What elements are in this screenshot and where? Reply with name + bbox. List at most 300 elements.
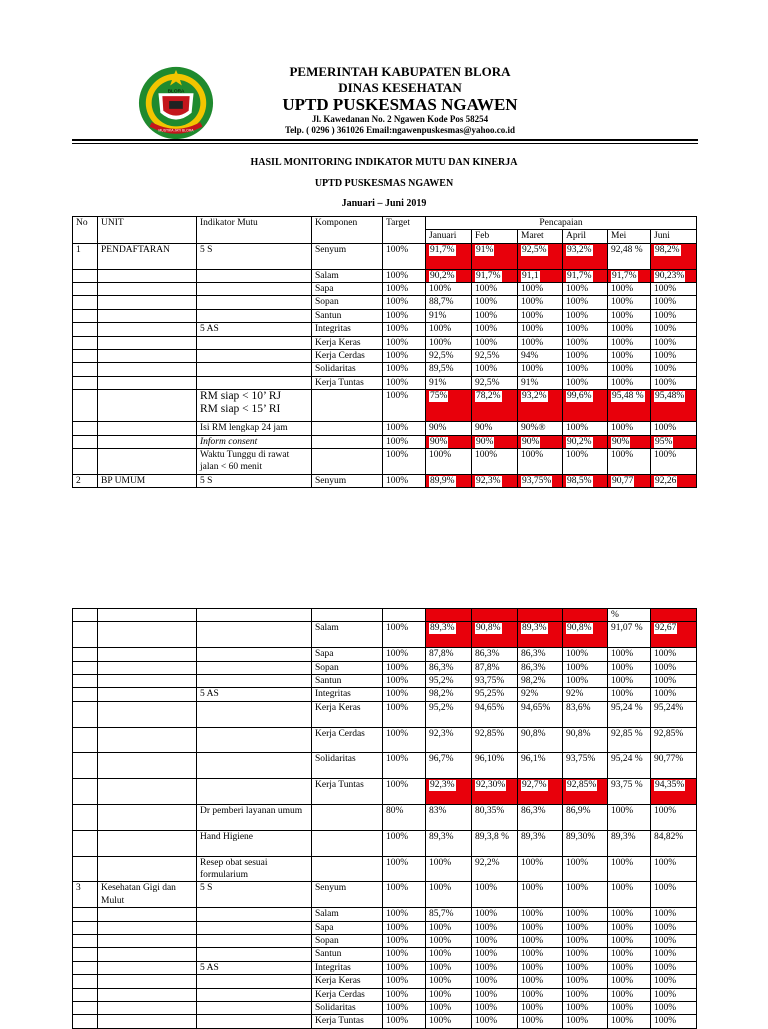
cell-indikator xyxy=(197,935,312,948)
cell-pencapaian: 90,8% xyxy=(518,727,563,753)
cell-pencapaian xyxy=(518,609,563,622)
cell-pencapaian: 100% xyxy=(608,283,651,296)
cell-pencapaian: 100% xyxy=(563,856,608,882)
cell-target: 100% xyxy=(383,988,426,1001)
cell-indikator xyxy=(197,948,312,961)
cell-pencapaian: 100% xyxy=(651,805,697,831)
highlighted-value: 91% xyxy=(476,244,494,255)
cell-pencapaian: 100% xyxy=(608,805,651,831)
cell-komponen: Senyum xyxy=(312,243,383,269)
cell-pencapaian xyxy=(563,609,608,622)
cell-pencapaian: 92,85 % xyxy=(608,727,651,753)
cell-target: 100% xyxy=(383,727,426,753)
header-month: April xyxy=(563,230,608,243)
cell-pencapaian: 100% xyxy=(518,856,563,882)
cell-pencapaian: 100% xyxy=(472,882,518,908)
cell-unit xyxy=(98,779,197,805)
cell-pencapaian: 100% xyxy=(651,422,697,435)
cell-no xyxy=(73,269,98,282)
cell-pencapaian: 100% xyxy=(563,350,608,363)
cell-no: 2 xyxy=(73,474,98,487)
cell-pencapaian: 90%® xyxy=(518,422,563,435)
highlighted-value: 91,1 xyxy=(522,270,539,281)
cell-pencapaian: 100% xyxy=(608,948,651,961)
cell-no xyxy=(73,727,98,753)
cell-target: 100% xyxy=(383,283,426,296)
cell-pencapaian: 93,75% xyxy=(563,753,608,779)
cell-pencapaian: 100% xyxy=(563,422,608,435)
highlighted-value: 94,35% xyxy=(655,780,685,791)
cell-pencapaian: 100% xyxy=(563,648,608,661)
highlighted-value: 78,2% xyxy=(476,391,501,402)
cell-pencapaian: 100% xyxy=(563,376,608,389)
cell-pencapaian: 100% xyxy=(608,908,651,921)
cell-target: 100% xyxy=(383,779,426,805)
cell-pencapaian xyxy=(426,779,472,805)
cell-pencapaian: 100% xyxy=(518,283,563,296)
highlighted-value: 91,7% xyxy=(430,244,455,255)
cell-pencapaian: 98,2% xyxy=(426,688,472,701)
cell-target: 100% xyxy=(383,688,426,701)
cell-unit xyxy=(98,1015,197,1028)
table-row xyxy=(73,648,697,661)
cell-pencapaian: 100% xyxy=(518,363,563,376)
cell-pencapaian xyxy=(426,390,472,422)
cell-no xyxy=(73,753,98,779)
cell-pencapaian: 89,3% xyxy=(608,830,651,856)
cell-pencapaian: 100% xyxy=(518,988,563,1001)
cell-no: 1 xyxy=(73,243,98,269)
cell-komponen: Kerja Keras xyxy=(312,336,383,349)
cell-no xyxy=(73,390,98,422)
cell-pencapaian: 87,8% xyxy=(472,661,518,674)
cell-pencapaian: 100% xyxy=(651,648,697,661)
cell-pencapaian: 86,3% xyxy=(426,661,472,674)
cell-komponen: Salam xyxy=(312,622,383,648)
cell-pencapaian xyxy=(518,390,563,422)
cell-unit xyxy=(98,688,197,701)
cell-indikator xyxy=(197,1002,312,1015)
cell-pencapaian: 95,24 % xyxy=(608,701,651,727)
cell-target: 100% xyxy=(383,882,426,908)
highlighted-value: 92,5% xyxy=(522,244,547,255)
highlighted-value: 92,85% xyxy=(567,780,597,791)
cell-komponen: Kerja Tuntas xyxy=(312,779,383,805)
cell-komponen: Kerja Keras xyxy=(312,701,383,727)
cell-no xyxy=(73,376,98,389)
cell-unit xyxy=(98,422,197,435)
cell-pencapaian xyxy=(608,435,651,448)
table-row xyxy=(73,961,697,974)
cell-unit xyxy=(98,435,197,448)
cell-komponen: Senyum xyxy=(312,882,383,908)
cell-unit xyxy=(98,648,197,661)
cell-indikator xyxy=(197,661,312,674)
blora-regency-logo xyxy=(137,64,215,142)
cell-komponen: Kerja Keras xyxy=(312,975,383,988)
cell-indikator xyxy=(197,336,312,349)
cell-pencapaian xyxy=(426,243,472,269)
cell-indikator: 5 AS xyxy=(197,323,312,336)
cell-pencapaian: 100% xyxy=(518,935,563,948)
cell-pencapaian: 94,65% xyxy=(518,701,563,727)
cell-pencapaian: 91,07 % xyxy=(608,622,651,648)
cell-komponen: Kerja Tuntas xyxy=(312,1015,383,1028)
cell-indikator xyxy=(197,609,312,622)
cell-no xyxy=(73,908,98,921)
table-row xyxy=(73,243,697,269)
cell-pencapaian: 100% xyxy=(472,283,518,296)
cell-pencapaian: 100% xyxy=(608,422,651,435)
cell-pencapaian: 100% xyxy=(472,296,518,309)
highlighted-value: 92,7% xyxy=(522,780,547,791)
cell-unit xyxy=(98,856,197,882)
table-row xyxy=(73,1015,697,1028)
cell-pencapaian: 100% xyxy=(563,908,608,921)
cell-pencapaian: 83,6% xyxy=(563,701,608,727)
cell-komponen: Solidaritas xyxy=(312,1002,383,1015)
cell-pencapaian: 88,7% xyxy=(426,296,472,309)
cell-pencapaian: 100% xyxy=(472,449,518,475)
cell-pencapaian: 100% xyxy=(426,449,472,475)
table-row xyxy=(73,390,697,422)
cell-pencapaian: 100% xyxy=(518,336,563,349)
cell-pencapaian: 100% xyxy=(518,309,563,322)
cell-pencapaian: 100% xyxy=(472,935,518,948)
cell-unit xyxy=(98,921,197,934)
cell-no xyxy=(73,363,98,376)
cell-pencapaian: 86,3% xyxy=(518,661,563,674)
cell-pencapaian: 100% xyxy=(608,449,651,475)
cell-target: 100% xyxy=(383,449,426,475)
cell-komponen: Kerja Cerdas xyxy=(312,988,383,1001)
cell-pencapaian xyxy=(563,390,608,422)
cell-pencapaian xyxy=(518,269,563,282)
cell-pencapaian: 96,7% xyxy=(426,753,472,779)
table-row xyxy=(73,935,697,948)
cell-no xyxy=(73,830,98,856)
highlighted-value: 92,26 xyxy=(655,475,677,486)
cell-pencapaian: 92,85% xyxy=(651,727,697,753)
cell-target: 100% xyxy=(383,701,426,727)
cell-pencapaian xyxy=(426,622,472,648)
cell-pencapaian: % xyxy=(608,609,651,622)
highlighted-value: 90,8% xyxy=(567,623,592,634)
cell-komponen: Kerja Cerdas xyxy=(312,350,383,363)
table-row xyxy=(73,474,697,487)
cell-indikator xyxy=(197,753,312,779)
cell-unit xyxy=(98,935,197,948)
cell-pencapaian xyxy=(651,269,697,282)
cell-no xyxy=(73,336,98,349)
cell-pencapaian: 100% xyxy=(472,988,518,1001)
cell-pencapaian: 100% xyxy=(518,948,563,961)
cell-target: 100% xyxy=(383,309,426,322)
cell-pencapaian xyxy=(563,243,608,269)
cell-target: 100% xyxy=(383,948,426,961)
cell-pencapaian: 95,2% xyxy=(426,675,472,688)
cell-pencapaian: 100% xyxy=(518,1002,563,1015)
cell-unit xyxy=(98,988,197,1001)
cell-pencapaian: 100% xyxy=(651,856,697,882)
highlighted-value: 89,9% xyxy=(430,475,455,486)
highlighted-value: 90% xyxy=(522,436,540,447)
cell-indikator: 5 AS xyxy=(197,961,312,974)
cell-unit xyxy=(98,727,197,753)
cell-pencapaian xyxy=(651,243,697,269)
cell-pencapaian: 100% xyxy=(651,975,697,988)
cell-pencapaian: 100% xyxy=(426,935,472,948)
cell-pencapaian: 100% xyxy=(426,975,472,988)
cell-pencapaian: 89,3% xyxy=(426,830,472,856)
cell-pencapaian: 100% xyxy=(472,323,518,336)
letterhead-address: Jl. Kawedanan No. 2 Ngawen Kode Pos 58254 xyxy=(311,114,489,124)
cell-pencapaian: 100% xyxy=(608,961,651,974)
highlighted-value: 99,6% xyxy=(567,391,592,402)
cell-pencapaian: 90,8% xyxy=(563,727,608,753)
cell-no xyxy=(73,856,98,882)
highlighted-value: 90% xyxy=(612,436,630,447)
cell-pencapaian: 100% xyxy=(518,882,563,908)
cell-pencapaian: 85,7% xyxy=(426,908,472,921)
cell-pencapaian xyxy=(651,609,697,622)
cell-pencapaian: 95,24 % xyxy=(608,753,651,779)
cell-pencapaian: 100% xyxy=(651,1015,697,1028)
table-row xyxy=(73,449,697,475)
cell-komponen xyxy=(312,805,383,831)
cell-pencapaian: 100% xyxy=(651,336,697,349)
cell-indikator: 5 AS xyxy=(197,688,312,701)
cell-indikator xyxy=(197,283,312,296)
cell-unit xyxy=(98,830,197,856)
cell-pencapaian: 92,48 % xyxy=(608,243,651,269)
cell-pencapaian xyxy=(608,474,651,487)
cell-no xyxy=(73,701,98,727)
cell-unit xyxy=(98,609,197,622)
highlighted-value: 92,30% xyxy=(476,780,506,791)
cell-no xyxy=(73,435,98,448)
cell-pencapaian xyxy=(518,435,563,448)
cell-pencapaian: 100% xyxy=(608,376,651,389)
cell-target: 100% xyxy=(383,376,426,389)
cell-pencapaian: 100% xyxy=(472,908,518,921)
cell-komponen: Salam xyxy=(312,908,383,921)
cell-pencapaian: 100% xyxy=(608,882,651,908)
cell-indikator xyxy=(197,675,312,688)
cell-komponen xyxy=(312,856,383,882)
cell-pencapaian: 86,3% xyxy=(518,805,563,831)
cell-komponen: Integritas xyxy=(312,688,383,701)
cell-no xyxy=(73,422,98,435)
cell-pencapaian: 100% xyxy=(608,1002,651,1015)
cell-pencapaian: 100% xyxy=(426,1002,472,1015)
cell-pencapaian xyxy=(472,390,518,422)
letterhead-contact: Telp. ( 0296 ) 361026 Email:ngawenpuskesmas@yahoo.co.id xyxy=(284,125,516,135)
highlighted-value: 91,7% xyxy=(612,270,637,281)
cell-pencapaian: 100% xyxy=(608,988,651,1001)
highlighted-value: 98,2% xyxy=(655,244,680,255)
cell-pencapaian xyxy=(518,474,563,487)
cell-pencapaian: 100% xyxy=(426,1015,472,1028)
cell-pencapaian xyxy=(472,779,518,805)
cell-no xyxy=(73,309,98,322)
highlighted-value: 90,2% xyxy=(567,436,592,447)
highlighted-value: 95,48 % xyxy=(612,391,644,402)
cell-unit xyxy=(98,805,197,831)
cell-no xyxy=(73,675,98,688)
cell-no xyxy=(73,609,98,622)
header-month: Maret xyxy=(518,230,563,243)
document-period: Januari – Juni 2019 xyxy=(341,198,427,209)
cell-komponen: Solidaritas xyxy=(312,363,383,376)
cell-target: 80% xyxy=(383,805,426,831)
cell-pencapaian: 100% xyxy=(608,309,651,322)
cell-pencapaian: 100% xyxy=(426,921,472,934)
cell-indikator: 5 S xyxy=(197,243,312,269)
cell-unit: BP UMUM xyxy=(98,474,197,487)
cell-indikator xyxy=(197,363,312,376)
cell-pencapaian: 100% xyxy=(608,1015,651,1028)
cell-pencapaian: 90% xyxy=(472,422,518,435)
cell-komponen: Sopan xyxy=(312,935,383,948)
cell-target: 100% xyxy=(383,435,426,448)
cell-pencapaian: 100% xyxy=(563,363,608,376)
cell-komponen: Sopan xyxy=(312,661,383,674)
cell-pencapaian: 100% xyxy=(651,309,697,322)
cell-pencapaian: 100% xyxy=(518,961,563,974)
cell-pencapaian xyxy=(426,435,472,448)
table-row xyxy=(73,376,697,389)
header-month: Mei xyxy=(608,230,651,243)
cell-pencapaian xyxy=(472,243,518,269)
cell-no xyxy=(73,688,98,701)
cell-pencapaian: 100% xyxy=(563,1015,608,1028)
cell-unit xyxy=(98,675,197,688)
table-row xyxy=(73,830,697,856)
header-unit: UNIT xyxy=(98,217,197,244)
cell-no: 3 xyxy=(73,882,98,908)
cell-no xyxy=(73,975,98,988)
cell-pencapaian: 100% xyxy=(651,376,697,389)
cell-pencapaian: 100% xyxy=(563,1002,608,1015)
table-row xyxy=(73,921,697,934)
cell-pencapaian: 100% xyxy=(472,363,518,376)
cell-target: 100% xyxy=(383,350,426,363)
cell-no xyxy=(73,283,98,296)
cell-pencapaian xyxy=(563,779,608,805)
cell-pencapaian: 92,85% xyxy=(472,727,518,753)
cell-indikator xyxy=(197,975,312,988)
table-row xyxy=(73,350,697,363)
cell-indikator xyxy=(197,701,312,727)
cell-pencapaian: 100% xyxy=(651,948,697,961)
cell-no xyxy=(73,948,98,961)
letterhead-divider xyxy=(72,139,698,141)
cell-pencapaian: 100% xyxy=(563,296,608,309)
cell-target: 100% xyxy=(383,243,426,269)
cell-komponen xyxy=(312,390,383,422)
highlighted-value: 90,8% xyxy=(476,623,501,634)
logo-motto: MUSTIKA JATI BLORA xyxy=(158,128,194,133)
table-row xyxy=(73,675,697,688)
cell-pencapaian xyxy=(426,609,472,622)
cell-target xyxy=(383,609,426,622)
cell-no xyxy=(73,622,98,648)
cell-indikator xyxy=(197,1015,312,1028)
cell-unit xyxy=(98,336,197,349)
cell-pencapaian: 90% xyxy=(426,422,472,435)
cell-target: 100% xyxy=(383,648,426,661)
cell-pencapaian: 89,3% xyxy=(518,830,563,856)
cell-pencapaian: 100% xyxy=(472,1002,518,1015)
table-row xyxy=(73,975,697,988)
cell-no xyxy=(73,921,98,934)
cell-unit xyxy=(98,449,197,475)
cell-pencapaian: 100% xyxy=(563,675,608,688)
cell-unit xyxy=(98,390,197,422)
cell-pencapaian: 100% xyxy=(651,675,697,688)
cell-pencapaian xyxy=(472,622,518,648)
cell-komponen: Santun xyxy=(312,948,383,961)
cell-pencapaian: 95,24% xyxy=(651,701,697,727)
cell-pencapaian: 100% xyxy=(651,350,697,363)
cell-unit xyxy=(98,283,197,296)
highlighted-value: 89,3% xyxy=(430,623,455,634)
cell-pencapaian: 100% xyxy=(518,975,563,988)
cell-target: 100% xyxy=(383,422,426,435)
highlighted-value: 91,7% xyxy=(476,270,501,281)
table-row xyxy=(73,882,697,908)
cell-target: 100% xyxy=(383,935,426,948)
cell-pencapaian: 94,65% xyxy=(472,701,518,727)
cell-indikator: RM siap < 10’ RJ RM siap < 15’ RI xyxy=(197,390,312,422)
table-row xyxy=(73,753,697,779)
highlighted-value: 91,7% xyxy=(567,270,592,281)
cell-pencapaian xyxy=(563,435,608,448)
cell-target: 100% xyxy=(383,1015,426,1028)
cell-no xyxy=(73,805,98,831)
cell-pencapaian: 100% xyxy=(563,323,608,336)
letterhead-institution: UPTD PUSKESMAS NGAWEN xyxy=(282,95,518,114)
table-row xyxy=(73,309,697,322)
cell-unit xyxy=(98,908,197,921)
table-row xyxy=(73,727,697,753)
cell-pencapaian: 92,3% xyxy=(426,727,472,753)
header-month: Januari xyxy=(426,230,472,243)
cell-indikator: Waktu Tunggu di rawat jalan < 60 menit xyxy=(197,449,312,475)
cell-unit: PENDAFTARAN xyxy=(98,243,197,269)
cell-pencapaian: 100% xyxy=(608,323,651,336)
cell-pencapaian: 100% xyxy=(651,449,697,475)
cell-pencapaian xyxy=(651,779,697,805)
table-row xyxy=(73,323,697,336)
cell-pencapaian: 95,25% xyxy=(472,688,518,701)
cell-komponen: Integritas xyxy=(312,323,383,336)
cell-pencapaian: 100% xyxy=(608,363,651,376)
cell-komponen: Sapa xyxy=(312,648,383,661)
cell-pencapaian: 100% xyxy=(426,323,472,336)
cell-pencapaian: 90,77% xyxy=(651,753,697,779)
cell-pencapaian: 100% xyxy=(563,948,608,961)
cell-komponen: Sopan xyxy=(312,296,383,309)
cell-pencapaian xyxy=(651,622,697,648)
cell-indikator xyxy=(197,648,312,661)
letterhead-department: DINAS KESEHATAN xyxy=(338,80,462,95)
cell-pencapaian: 100% xyxy=(608,648,651,661)
document-subtitle: UPTD PUSKESMAS NGAWEN xyxy=(314,178,454,189)
cell-pencapaian: 100% xyxy=(608,688,651,701)
highlighted-value: 90,77 xyxy=(612,475,634,486)
